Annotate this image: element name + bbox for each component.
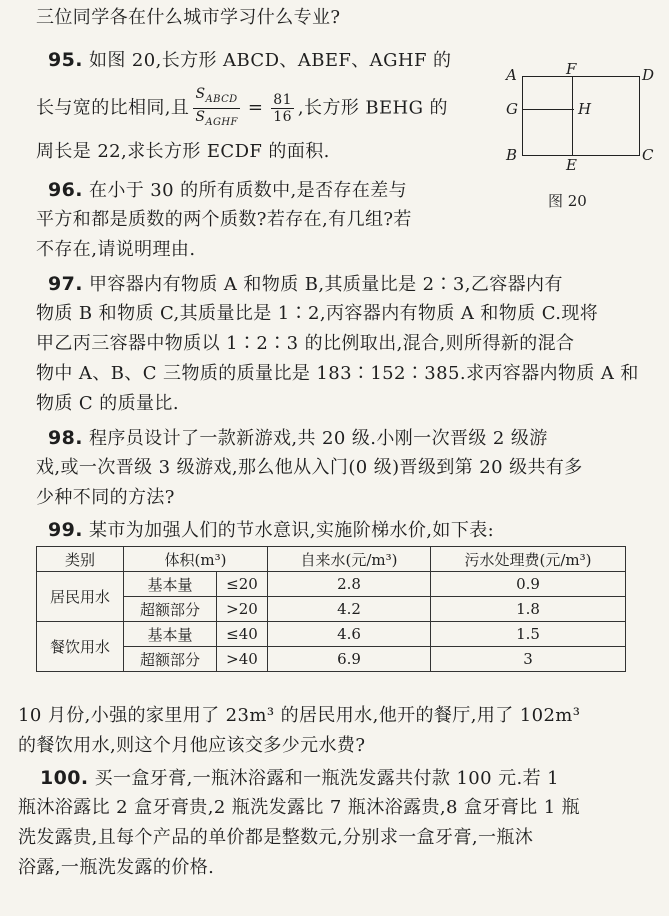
problem-97-line-5: 物质 C 的质量比.: [36, 393, 179, 414]
segment-fe: [572, 76, 573, 156]
problem-text: 某市为加强人们的节水意识,实施阶梯水价,如下表:: [88, 520, 495, 541]
table-row: [37, 622, 626, 647]
problem-text: 如图 20,长方形 ABCD、ABEF、AGHF 的: [88, 50, 452, 71]
problem-number: 95.: [48, 49, 83, 71]
problem-100-line-3: 洗发露贵,且每个产品的单价都是整数元,分别求一盒牙膏,一瓶沐: [18, 827, 534, 848]
problem-96-line-3: 不存在,请说明理由.: [36, 239, 196, 260]
problem-99-line-2: 10 月份,小强的家里用了 23m³ 的居民用水,他开的餐厅,用了 102m³: [18, 705, 581, 726]
problem-100-line-1: [40, 766, 559, 791]
segment-gh: [522, 109, 574, 110]
problem-96-line-2: 平方和都是质数的两个质数?若存在,有几组?若: [36, 209, 412, 230]
table-header-row: [37, 547, 626, 572]
problem-98-line-3: 少种不同的方法?: [36, 487, 175, 508]
problem-number: 98.: [48, 427, 83, 449]
problem-number: 99.: [48, 519, 83, 541]
problem-text: ,长方形 BEHG 的: [297, 97, 448, 119]
problem-text: 在小于 30 的所有质数中,是否存在差与: [88, 180, 408, 201]
column-header: 污水处理费(元/m³): [431, 547, 626, 572]
column-header: 体积(m³): [124, 547, 268, 572]
subscript: ABCD: [205, 93, 238, 105]
problem-100-line-4: 浴露,一瓶洗发露的价格.: [18, 857, 215, 878]
tap-price-cell: 2.8: [268, 572, 431, 597]
text-line: 三位同学各在什么城市学习什么专业?: [36, 7, 341, 28]
sewage-price-cell: 0.9: [431, 572, 626, 597]
problem-text: 甲容器内有物质 A 和物质 B,其质量比是 2∶3,乙容器内有: [88, 274, 563, 295]
figure-caption: 图 20: [548, 192, 587, 210]
vertex-label: F: [566, 60, 577, 78]
column-header: 自来水(元/m³): [268, 547, 431, 572]
sewage-price-cell: 1.5: [431, 622, 626, 647]
water-price-table: [36, 546, 626, 672]
category-cell: 居民用水: [37, 572, 124, 622]
problem-text: 买一盒牙膏,一瓶沐浴露和一瓶洗发露共付款 100 元.若 1: [94, 768, 560, 789]
problem-text: 程序员设计了一款新游戏,共 20 级.小刚一次晋级 2 级游: [88, 428, 548, 449]
vertex-label: B: [506, 146, 518, 164]
category-cell: 餐饮用水: [37, 622, 124, 672]
tier-cell: 超额部分: [124, 597, 217, 622]
vertex-label: E: [566, 156, 577, 174]
sewage-price-cell: 1.8: [431, 597, 626, 622]
problem-number: 96.: [48, 179, 83, 201]
problem-97-line-1: [48, 272, 563, 297]
tier-cell: 基本量: [124, 622, 217, 647]
problem-97-line-4: 物中 A、B、C 三物质的质量比是 183∶152∶385.求丙容器内物质 A 和: [36, 363, 639, 384]
tap-price-cell: 6.9: [268, 647, 431, 672]
problem-99-line-1: [48, 518, 494, 543]
vertex-label: A: [506, 66, 517, 84]
ratio-value-fraction: $\frac{81}{16}$: [273, 91, 292, 125]
tap-price-cell: 4.2: [268, 597, 431, 622]
problem-95-line-3: 周长是 22,求长方形 ECDF 的面积.: [36, 141, 330, 162]
subscript: AGHF: [205, 116, 238, 128]
problem-97-line-3: 甲乙丙三容器中物质以 1∶2∶3 的比例取出,混合,则所得新的混合: [36, 333, 575, 354]
tap-price-cell: 4.6: [268, 622, 431, 647]
problem-text: 长与宽的比相同,且: [36, 97, 190, 119]
tier-cell: 超额部分: [124, 647, 217, 672]
vertex-label: G: [506, 100, 518, 118]
volume-cell: >40: [217, 647, 268, 672]
problem-98-line-1: [48, 426, 548, 451]
volume-cell: >20: [217, 597, 268, 622]
problem-100-line-2: 瓶沐浴露比 2 盒牙膏贵,2 瓶洗发露比 7 瓶沐浴露贵,8 盒牙膏比 1 瓶: [18, 797, 581, 818]
problem-95-line-1: [48, 48, 451, 73]
table-row: [37, 647, 626, 672]
sewage-price-cell: 3: [431, 647, 626, 672]
problem-98-line-2: 戏,或一次晋级 3 级游戏,那么他从入门(0 级)晋级到第 20 级共有多: [36, 457, 583, 478]
problem-99-line-3: 的餐饮用水,则这个月他应该交多少元水费?: [18, 735, 366, 756]
volume-cell: ≤20: [217, 572, 268, 597]
vertex-label: H: [578, 100, 592, 118]
volume-cell: ≤40: [217, 622, 268, 647]
problem-number: 97.: [48, 273, 83, 295]
problem-number: 100.: [40, 767, 89, 789]
vertex-label: D: [642, 66, 655, 84]
problem-96-line-1: [48, 178, 407, 203]
problem-95-line-2: 长与宽的比相同,且 $\frac{S_{ABCD}}{S_{AGHF}}$ = $\frac{81}{16}$ ,长方形 BEHG 的: [36, 86, 448, 131]
column-header: 类别: [37, 547, 124, 572]
problem-97-line-2: 物质 B 和物质 C,其质量比是 1∶2,丙容器内有物质 A 和物质 C.现将: [36, 303, 599, 324]
figure-20: [500, 62, 660, 212]
table-row: [37, 597, 626, 622]
table-row: [37, 572, 626, 597]
tier-cell: 基本量: [124, 572, 217, 597]
area-ratio-fraction: $\frac{S_{ABCD}}{S_{AGHF}}$: [195, 86, 238, 128]
vertex-label: C: [642, 146, 654, 164]
